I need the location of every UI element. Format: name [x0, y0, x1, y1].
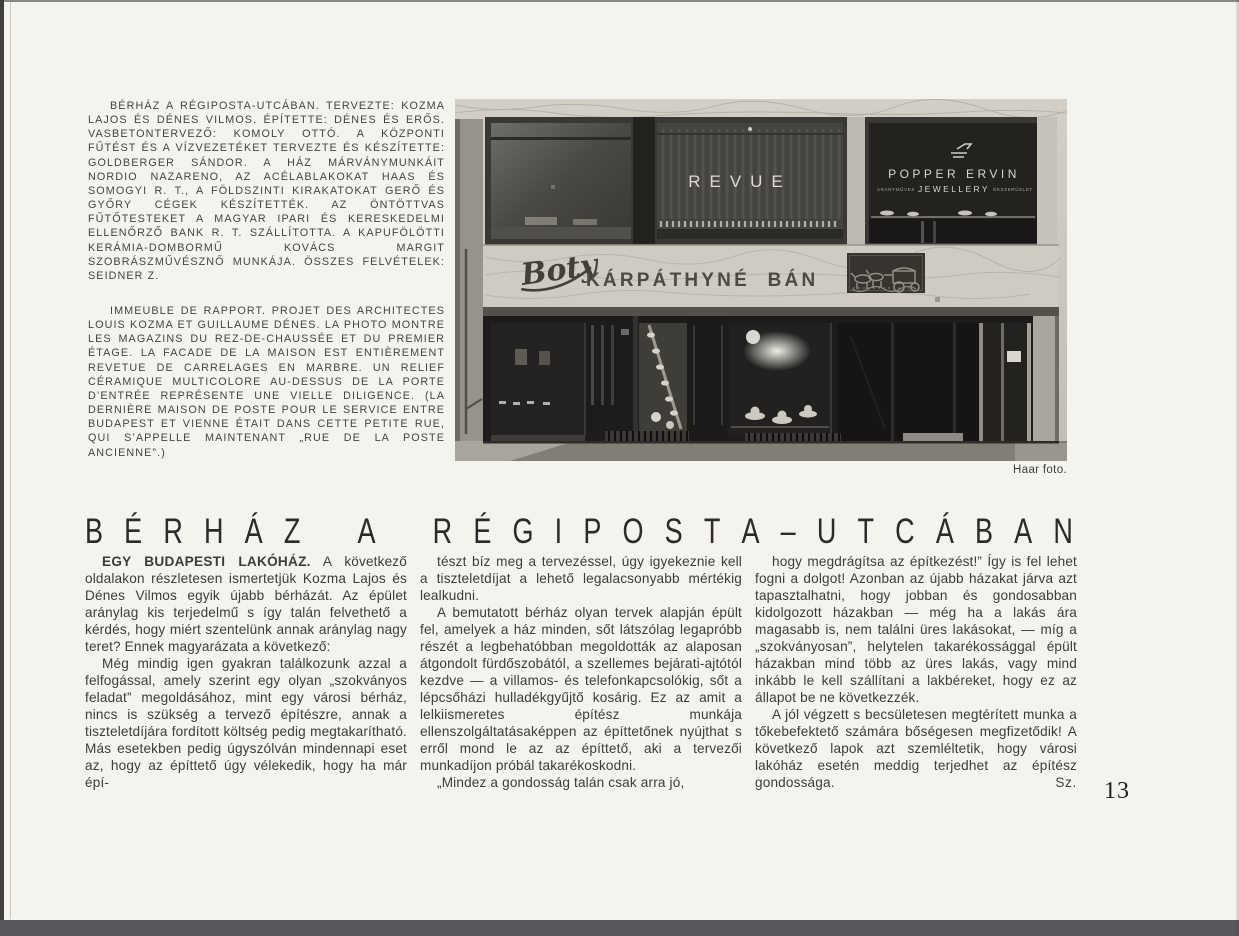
pavement: [455, 441, 1067, 461]
upper-windows: [485, 117, 1057, 245]
article-column-1: [85, 553, 407, 791]
revue-sign: REVUE: [688, 172, 792, 191]
karpathyne-sign: KÁRPÁTHYNÉ: [586, 270, 750, 291]
storefront-photo-svg: [455, 99, 1067, 461]
paragraph: tészt bíz meg a tervezéssel, úgy igyekeznie kell a tiszteletdíjat a lehető legalacsonyabb mértékig lealkudni.: [420, 554, 742, 603]
photo-credit: Haar foto.: [1013, 464, 1067, 476]
paragraph-lead: [85, 553, 407, 655]
popper-window: [869, 123, 1037, 243]
door-notice: [1007, 351, 1021, 362]
scan-edge-bottom: [0, 920, 1239, 936]
article-column-2: [420, 553, 742, 791]
revue-window: [657, 123, 843, 239]
scan-edge-left: [0, 0, 4, 936]
jewellery-sign: JEWELLERY: [918, 184, 990, 194]
caption-french: IMMEUBLE DE RAPPORT. PROJET DES ARCHITECTES LOUIS KOZMA ET GUILLAUME DÉNES. LA PHOTO MONTRE LES MAGAZINS DU REZ-DE-CHAUSSÉE ET DU PREMIER ÉTAGE. LA FACADE DE LA MAISON EST ENTIÈREMENT REVETUE DE CARRELAGES EN MARBRE. UN RELIEF CÉRAMIQUE MULTICOLORE AU-DESSUS DE LA PORTE D’ENTRÉE REPRÉSENTE UNE VIELLE DILIGENCE. (LA DERNIÈRE MAISON DE POSTE POUR LE SERVICE ENTRE BUDAPEST ET VIENNE ÉTAIT DANS CETTE PETITE RUE, QUI S’APPELLE MAINTENANT „RUE DE LA POSTE ANCIENNE”.): [88, 305, 445, 459]
paragraph: Még mindig igen gyakran találkozunk azzal a felfogással, amely szerint egy olyan „szokványos feladat” megoldásához, mint egy városi bérház, nincs is szükség a tervező építészre, annak a tiszteletdíjára fordított költség pedig megtakarítható. Más esetekben pedig úgyszólván mindennapi eset az, hogy az építtető úgy vélekedik, hogy ha már épí-: [85, 656, 407, 790]
shopfronts: [483, 316, 1059, 449]
scan-edge-right: [1235, 0, 1239, 936]
left-display-window: [491, 323, 585, 435]
soffit-shadow: [483, 307, 1059, 316]
stagecoach-relief: [847, 253, 925, 293]
page-left-rule: [10, 2, 11, 919]
fascia-band: [483, 245, 1060, 307]
garland-display-window: [639, 323, 687, 435]
article-headline: B É R H Á Z A R É G I P O S T A – U T C Á B A N: [85, 512, 1073, 552]
storefront-photo: [455, 99, 1067, 461]
page-number: 13: [1104, 778, 1130, 804]
article-column-3: [755, 553, 1077, 791]
lead-phrase: EGY BUDAPESTI LAKÓHÁZ.: [102, 554, 311, 569]
lead-rest: A következő oldalakon részletesen ismertetjük Kozma Lajos és Dénes Vilmos egyik újabb bérházát. Az épület aránylag kis terjedelmű s így talán felvethető a kérdés, hogy miért szentelünk annak aránylag nagy teret? Ennek magyarázata a következő:: [85, 554, 407, 654]
closing-text: A jól végzett s becsületesen megtérített munka a tőkebefektető számára bőségesen megfizetődik! A következő lapok azt szemléltetik, hogy városi lakóház esetén meddig terjedhet az építész gondossága.: [755, 707, 1077, 790]
caption-hungarian: BÉRHÁZ A RÉGIPOSTA-UTCÁBAN. TERVEZTE: KOZMA LAJOS ÉS DÉNES VILMOS. ÉPÍTETTE: DÉNES ÉS ERŐS. VASBETONTERVEZŐ: KOMOLY OTTÓ. A KÖZPONTI FŰTÉST ÉS A VÍZVEZETÉKET TERVEZTE ÉS KÉSZÍTETTE: GOLDBERGER SÁNDOR. A HÁZ MÁRVÁNYMUNKÁIT NORDIO NAZARENO, AZ ACÉLABLAKOKAT HAAS ÉS SOMOGYI R. T., A FÖLDSZINTI KIRAKATOKAT GERŐ ÉS GYŐRY CÉGEK KÉSZÍTETTÉK. AZ ÖNTÖTTVAS FŰTŐTESTEKET A MAGYAR IPARI ÉS KERESKEDELMI ELLENŐRZŐ BANK R. T. SZÁLLÍTOTTA. A KAPUFÖLÖTTI KERÁMIA-DOMBORMŰ KOVÁCS MARGIT SZOBRÁSZMŰVÉSZNŐ MUNKÁJA. ÖSSZES FELVÉTELEK: SEIDNER Z.: [88, 100, 445, 282]
right-glass-front: [837, 323, 979, 441]
popper-small-left: ARANYMŰVES: [876, 187, 916, 192]
paragraph: A bemutatott bérház olyan tervek alapján épült fel, amelyek a ház minden, sőt látszólag legapróbb részét a legbehatóbban megoldották az alaposan átgondolt fürdőszobától, a szellemes bejárati-ajtótól kezdve — a villamos- és telefonkapcsolókig, sőt a lépcsőházi hulladékgyűjtő kosárig. Ez az amit a lelkiismeretes építész munkája ellenszolgáltatásaképpen az építtetőnek nyújthat s erről mond le az az építtető, aki a tervezői munkadíjon próbál takarékoskodni.: [420, 605, 742, 773]
right-glazed-door: [979, 323, 1033, 441]
paragraph: „Mindez a gondosság talán csak arra jó,: [437, 775, 685, 790]
popper-small-right: ÉKSZERÜZLET: [993, 187, 1033, 192]
left-upper-window: [491, 123, 631, 239]
svg-text:Boty: Boty: [518, 247, 600, 293]
paragraph: hogy megdrágítsa az építkezést!” Így is fel lehet fogni a dolgot! Azonban az újabb házakat járva azt tapasztalhatni, hogy jobban és gondosabban kidolgozott házakban — még ha a lakás ára magasabb is, nem találni üres lakásokat, — míg a „szokványosan”, helytelen takarékossággal épült házakban mind több az üres lakás, vagy mind inkább le kell szállítani a lakbéreket, hogy ez az állapot be ne következzék.: [755, 554, 1077, 705]
marble-pier: [847, 117, 865, 245]
author-initials: Sz.: [1055, 775, 1077, 790]
ban-sign: BÁN: [767, 270, 819, 291]
popper-sign: POPPER ERVIN: [888, 167, 1020, 181]
lit-display-window: [729, 323, 831, 435]
paragraph: [755, 706, 1077, 791]
window-pillar: [633, 117, 655, 245]
scan-edge-top: [0, 0, 1239, 2]
